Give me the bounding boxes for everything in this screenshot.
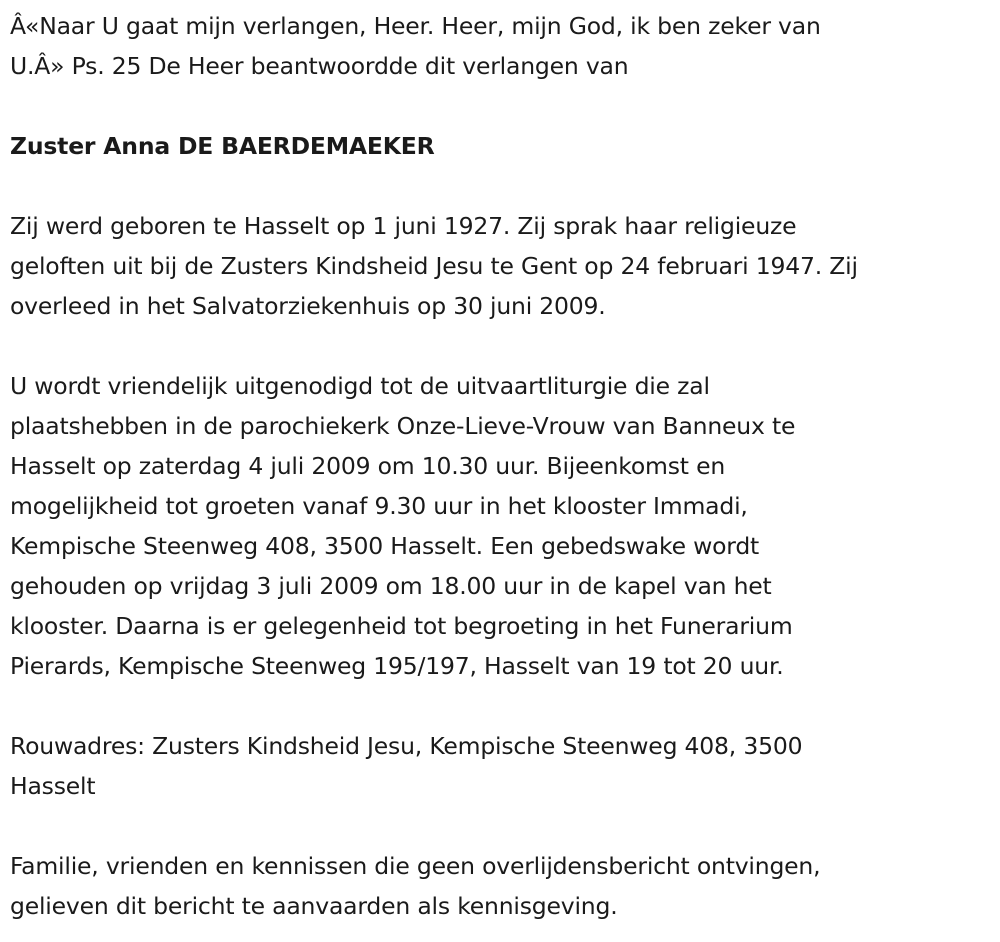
funeral-line-1: U wordt vriendelijk uitgenodigd tot de uitvaartliturgie die zal	[10, 372, 710, 400]
funeral-line-4: mogelijkheid tot groeten vanaf 9.30 uur in het klooster Immadi,	[10, 492, 748, 520]
bio-line-2: geloften uit bij de Zusters Kindsheid Jesu te Gent op 24 februari 1947. Zij	[10, 252, 858, 280]
spacer	[10, 806, 1000, 846]
bio-line-1: Zij werd geboren te Hasselt op 1 juni 1927. Zij sprak haar religieuze	[10, 212, 797, 240]
intro-line-1: Â«Naar U gaat mijn verlangen, Heer. Heer, mijn God, ik ben zeker van	[10, 12, 821, 40]
deceased-name	[10, 126, 1000, 166]
funeral-line-2: plaatshebben in de parochiekerk Onze-Lieve-Vrouw van Banneux te	[10, 412, 796, 440]
intro-line-2: U.Â» Ps. 25 De Heer beantwoordde dit verlangen van	[10, 52, 629, 80]
address-paragraph	[10, 726, 1000, 806]
funeral-line-3: Hasselt op zaterdag 4 juli 2009 om 10.30 uur. Bijeenkomst en	[10, 452, 726, 480]
funeral-paragraph	[10, 366, 1000, 686]
funeral-line-8: Pierards, Kempische Steenweg 195/197, Hasselt van 19 tot 20 uur.	[10, 652, 784, 680]
deceased-name-text: Zuster Anna DE BAERDEMAEKER	[10, 132, 435, 160]
spacer	[10, 86, 1000, 126]
bio-paragraph	[10, 206, 1000, 326]
address-line-1: Rouwadres: Zusters Kindsheid Jesu, Kempische Steenweg 408, 3500	[10, 732, 803, 760]
spacer	[10, 686, 1000, 726]
bio-line-3: overleed in het Salvatorziekenhuis op 30 juni 2009.	[10, 292, 606, 320]
address-line-2: Hasselt	[10, 772, 96, 800]
spacer	[10, 326, 1000, 366]
funeral-line-5: Kempische Steenweg 408, 3500 Hasselt. Een gebedswake wordt	[10, 532, 760, 560]
notice-paragraph	[10, 846, 1000, 926]
funeral-line-6: gehouden op vrijdag 3 juli 2009 om 18.00 uur in de kapel van het	[10, 572, 772, 600]
notice-line-2: gelieven dit bericht te aanvaarden als kennisgeving.	[10, 892, 618, 920]
funeral-line-7: klooster. Daarna is er gelegenheid tot begroeting in het Funerarium	[10, 612, 793, 640]
spacer	[10, 166, 1000, 206]
intro-paragraph	[10, 6, 1000, 86]
notice-line-1: Familie, vrienden en kennissen die geen overlijdensbericht ontvingen,	[10, 852, 821, 880]
